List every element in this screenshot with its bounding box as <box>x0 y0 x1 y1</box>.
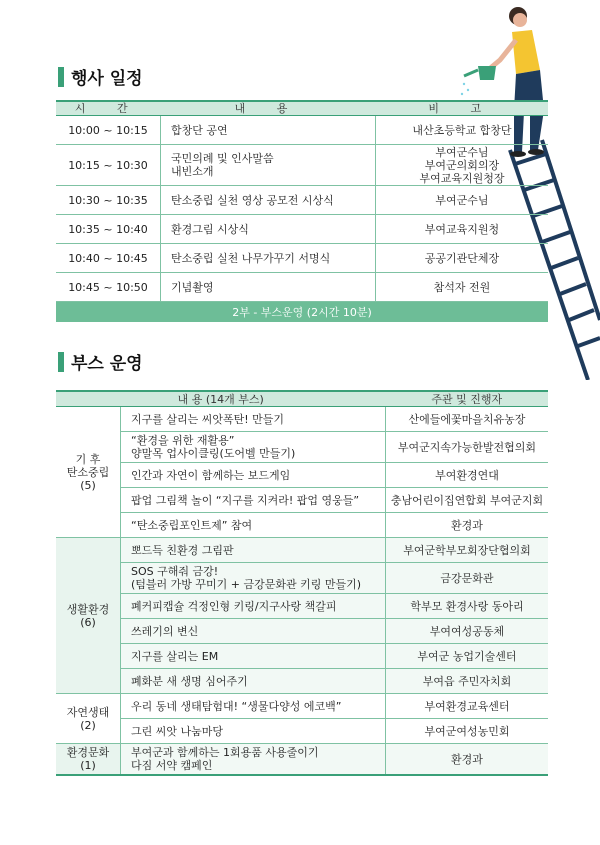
booth-org: 부여여성공동체 <box>386 619 549 644</box>
booth-item: 그린 씨앗 나눔마당 <box>121 719 386 744</box>
booth-org: 부여환경연대 <box>386 463 549 488</box>
note-cell: 부여교육지원청 <box>376 215 549 244</box>
note-cell: 참석자 전원 <box>376 273 549 302</box>
schedule-footer-row <box>56 302 548 323</box>
category-cell: 자연생태 (2) <box>56 694 121 744</box>
booth-item: 부여군과 함께하는 1회용품 사용줄이기 다짐 서약 캠페인 <box>121 744 386 776</box>
table-row <box>56 215 548 244</box>
booth-org: 부여군지속가능한발전협의회 <box>386 432 549 463</box>
table-row <box>56 719 548 744</box>
booth-item: 폐화분 새 생명 심어주기 <box>121 669 386 694</box>
category-cell: 기 후 탄소중립 (5) <box>56 407 121 538</box>
title-accent-bar <box>58 352 64 372</box>
title-accent-bar <box>58 67 64 87</box>
booth-org: 부여읍 주민자치회 <box>386 669 549 694</box>
header-booth-content: 내 용 (14개 부스) <box>56 391 386 407</box>
booth-org: 부여군여성농민회 <box>386 719 549 744</box>
booth-item: SOS 구해줘 금강! (텀블러 가방 꾸미기 + 금강문화관 키링 만들기) <box>121 563 386 594</box>
table-row <box>56 273 548 302</box>
time-cell: 10:40 ~ 10:45 <box>56 244 161 273</box>
booth-item: 우리 동네 생태탐험대! “생물다양성 에코백” <box>121 694 386 719</box>
booth-org: 환경과 <box>386 744 549 776</box>
booth-item: 팝업 그림책 놀이 “지구를 지켜라! 팝업 영웅들” <box>121 488 386 513</box>
category-cell: 생활환경 (6) <box>56 538 121 694</box>
booth-org: 부여환경교육센터 <box>386 694 549 719</box>
booth-item: 뽀드득 친환경 그림판 <box>121 538 386 563</box>
table-row <box>56 513 548 538</box>
table-row <box>56 186 548 215</box>
booth-org: 부여군학부모회장단협의회 <box>386 538 549 563</box>
header-content: 내 용 <box>161 101 376 116</box>
table-row <box>56 145 548 186</box>
schedule-section-title <box>58 64 143 89</box>
booth-item: 인간과 자연이 함께하는 보드게임 <box>121 463 386 488</box>
table-row <box>56 244 548 273</box>
time-cell: 10:35 ~ 10:40 <box>56 215 161 244</box>
content-cell: 탄소중립 실천 영상 공모전 시상식 <box>161 186 376 215</box>
table-row <box>56 463 548 488</box>
header-note: 비 고 <box>376 101 549 116</box>
table-row <box>56 744 548 776</box>
booth-table <box>56 390 548 776</box>
time-cell: 10:45 ~ 10:50 <box>56 273 161 302</box>
booth-title: 부스 운영 <box>71 354 143 374</box>
booth-org: 충남어린이집연합회 부여군지회 <box>386 488 549 513</box>
note-cell: 부여군수님 부여군의회의장 부여교육지원청장 <box>376 145 549 186</box>
booth-item: 쓰레기의 변신 <box>121 619 386 644</box>
table-row <box>56 644 548 669</box>
table-row <box>56 432 548 463</box>
time-cell: 10:00 ~ 10:15 <box>56 116 161 145</box>
booth-item: “탄소중립포인트제” 참여 <box>121 513 386 538</box>
schedule-table <box>56 100 548 322</box>
table-row <box>56 694 548 719</box>
header-booth-org: 주관 및 진행자 <box>386 391 549 407</box>
note-cell: 내산초등학교 합창단 <box>376 116 549 145</box>
booth-item: 지구를 살리는 EM <box>121 644 386 669</box>
category-cell: 환경문화 (1) <box>56 744 121 776</box>
table-row <box>56 538 548 563</box>
time-cell: 10:30 ~ 10:35 <box>56 186 161 215</box>
table-row <box>56 407 548 432</box>
content-cell: 탄소중립 실천 나무가꾸기 서명식 <box>161 244 376 273</box>
content-cell: 환경그림 시상식 <box>161 215 376 244</box>
table-row <box>56 116 548 145</box>
schedule-footer: 2부 - 부스운영 (2시간 10분) <box>56 302 548 323</box>
content-cell: 합창단 공연 <box>161 116 376 145</box>
header-time: 시 간 <box>56 101 161 116</box>
table-row <box>56 594 548 619</box>
booth-item: 지구를 살리는 씨앗폭탄! 만들기 <box>121 407 386 432</box>
booth-item: “환경을 위한 재활용” 양말목 업사이클링(도어벨 만들기) <box>121 432 386 463</box>
content-cell: 국민의례 및 인사말씀 내빈소개 <box>161 145 376 186</box>
booth-org: 환경과 <box>386 513 549 538</box>
table-row <box>56 669 548 694</box>
table-row <box>56 619 548 644</box>
booth-org: 산에들에꽃마을치유농장 <box>386 407 549 432</box>
table-row <box>56 563 548 594</box>
time-cell: 10:15 ~ 10:30 <box>56 145 161 186</box>
booth-section-title <box>58 349 143 374</box>
note-cell: 부여군수님 <box>376 186 549 215</box>
booth-org: 금강문화관 <box>386 563 549 594</box>
booth-org: 부여군 농업기술센터 <box>386 644 549 669</box>
schedule-title: 행사 일정 <box>71 69 143 89</box>
booth-item: 폐커피캡슐 걱정인형 키링/지구사랑 책갈피 <box>121 594 386 619</box>
content-cell: 기념촬영 <box>161 273 376 302</box>
booth-org: 학부모 환경사랑 동아리 <box>386 594 549 619</box>
note-cell: 공공기관단체장 <box>376 244 549 273</box>
table-row <box>56 488 548 513</box>
